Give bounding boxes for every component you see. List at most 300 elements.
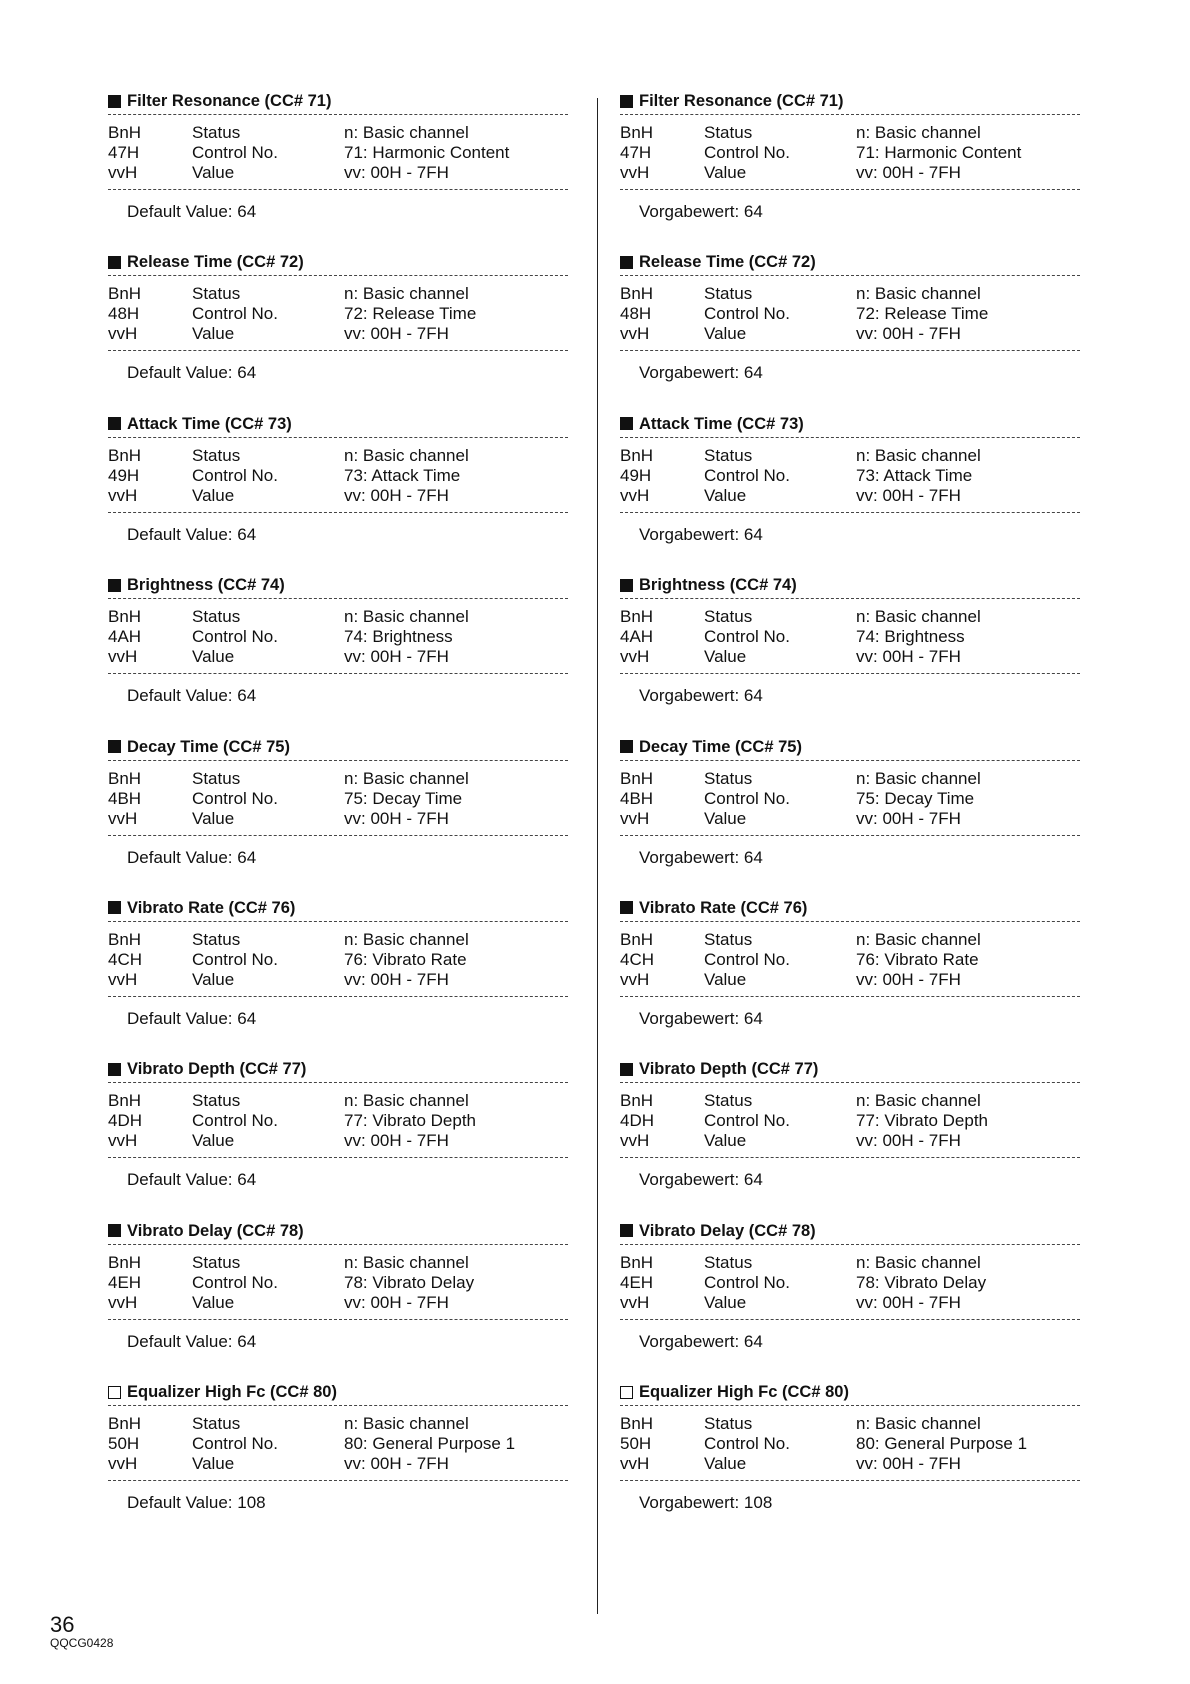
field-label: Control No. — [192, 949, 278, 969]
field-description: n: Basic channel — [344, 1091, 469, 1111]
hex-code: BnH — [620, 607, 654, 627]
cc-section — [108, 734, 568, 895]
section-title — [620, 1056, 1080, 1082]
field-description: vv: 00H - 7FH — [344, 969, 449, 989]
message-table — [108, 599, 568, 673]
hex-code: BnH — [620, 1252, 654, 1272]
section-title — [108, 734, 568, 760]
default-value-number: 64 — [743, 363, 763, 383]
default-value-label: Vorgabewert: — [639, 686, 744, 706]
default-value — [620, 686, 1080, 706]
field-label: Status — [704, 1252, 753, 1272]
table-row — [108, 950, 568, 970]
column-divider — [597, 98, 598, 1614]
table-row — [620, 466, 1080, 486]
field-description: vv: 00H - 7FH — [344, 1454, 449, 1474]
filled-square-icon — [620, 95, 633, 108]
hex-code: 4CH — [108, 949, 143, 969]
field-label: Control No. — [192, 1111, 278, 1131]
hex-code: 50H — [620, 1434, 652, 1454]
field-description: 74: Brightness — [856, 627, 965, 647]
table-row — [620, 163, 1080, 183]
field-label: Control No. — [704, 1272, 790, 1292]
field-description: vv: 00H - 7FH — [344, 324, 449, 344]
field-label: Value — [704, 163, 747, 182]
table-row — [108, 1091, 568, 1111]
field-description: n: Basic channel — [344, 768, 469, 788]
filled-square-icon — [620, 256, 633, 269]
column-right — [620, 88, 1080, 1541]
field-label: Status — [192, 284, 241, 304]
filled-square-icon — [108, 95, 121, 108]
field-label: Status — [192, 123, 241, 142]
hex-code: 4BH — [108, 788, 142, 808]
cc-section — [620, 895, 1080, 1056]
message-table — [108, 115, 568, 189]
cc-section — [620, 249, 1080, 410]
field-label: Value — [192, 485, 235, 505]
table-row — [620, 970, 1080, 990]
hex-code: BnH — [620, 768, 654, 788]
field-description: n: Basic channel — [344, 929, 469, 949]
message-table — [108, 761, 568, 835]
default-value-number: 64 — [237, 363, 257, 383]
field-label: Value — [192, 808, 235, 828]
dashed-rule-bottom — [108, 350, 568, 351]
cc-section — [108, 411, 568, 572]
field-label: Control No. — [704, 143, 790, 162]
field-label: Value — [192, 1131, 235, 1151]
filled-square-icon — [108, 256, 121, 269]
section-title — [108, 895, 568, 921]
default-value-label: Default Value: — [127, 1008, 238, 1028]
hex-code: BnH — [620, 929, 654, 949]
field-label: Control No. — [704, 465, 790, 485]
default-value-label: Vorgabewert: — [639, 202, 744, 221]
field-description: 77: Vibrato Depth — [856, 1111, 988, 1131]
table-row — [620, 607, 1080, 627]
section-title — [108, 411, 568, 437]
table-row — [620, 809, 1080, 829]
cc-section — [108, 88, 568, 249]
hex-code: BnH — [108, 607, 142, 627]
field-label: Control No. — [704, 627, 790, 647]
field-description: 80: General Purpose 1 — [344, 1434, 516, 1454]
dashed-rule-bottom — [620, 673, 1080, 674]
hex-code: BnH — [108, 1091, 142, 1111]
field-label: Control No. — [192, 1434, 278, 1454]
field-description: n: Basic channel — [344, 1414, 469, 1434]
default-value — [620, 363, 1080, 383]
default-value-label: Default Value: — [127, 202, 238, 221]
message-table — [620, 761, 1080, 835]
dashed-rule-bottom — [108, 996, 568, 997]
table-row — [108, 446, 568, 466]
default-value-number: 64 — [743, 1008, 763, 1028]
field-description: vv: 00H - 7FH — [856, 163, 961, 182]
default-value-number: 64 — [743, 202, 763, 221]
table-row — [620, 284, 1080, 304]
section-title-text: Brightness (CC# 74) — [639, 576, 797, 595]
message-table — [620, 1083, 1080, 1157]
field-label: Control No. — [192, 1272, 278, 1292]
table-row — [620, 446, 1080, 466]
hex-code: 4EH — [620, 1272, 654, 1292]
field-description: 76: Vibrato Rate — [344, 949, 467, 969]
section-title — [620, 88, 1080, 114]
hex-code: vvH — [620, 1292, 650, 1312]
empty-square-icon — [108, 1386, 121, 1399]
filled-square-icon — [108, 740, 121, 753]
section-title — [620, 895, 1080, 921]
field-description: vv: 00H - 7FH — [344, 1292, 449, 1312]
section-title — [108, 1379, 568, 1405]
section-title-text: Vibrato Rate (CC# 76) — [127, 898, 296, 917]
field-description: 75: Decay Time — [344, 788, 463, 808]
section-title — [108, 1218, 568, 1244]
section-title — [108, 1056, 568, 1082]
default-value-number: 64 — [743, 847, 763, 867]
dashed-rule-bottom — [108, 189, 568, 190]
message-table — [108, 1406, 568, 1480]
default-value-label: Default Value: — [127, 686, 238, 706]
section-title — [620, 1379, 1080, 1405]
page-number: 36 — [50, 1612, 75, 1637]
section-title-text: Vibrato Rate (CC# 76) — [639, 898, 808, 917]
field-description: vv: 00H - 7FH — [344, 485, 449, 505]
field-description: vv: 00H - 7FH — [856, 1292, 961, 1312]
hex-code: 4AH — [108, 627, 142, 647]
table-row — [620, 1091, 1080, 1111]
table-row — [108, 1454, 568, 1474]
hex-code: vvH — [620, 1454, 650, 1474]
hex-code: BnH — [620, 1414, 654, 1434]
hex-code: 48H — [108, 304, 140, 324]
table-row — [620, 304, 1080, 324]
hex-code: 47H — [108, 143, 140, 162]
dashed-rule-bottom — [620, 996, 1080, 997]
message-table — [620, 276, 1080, 350]
field-description: n: Basic channel — [856, 768, 981, 788]
field-description: 73: Attack Time — [344, 465, 461, 485]
hex-code: vvH — [620, 163, 650, 182]
table-row — [108, 647, 568, 667]
field-description: 76: Vibrato Rate — [856, 949, 979, 969]
field-description: vv: 00H - 7FH — [344, 808, 449, 828]
hex-code: BnH — [108, 123, 142, 142]
table-row — [620, 1454, 1080, 1474]
dashed-rule-bottom — [620, 350, 1080, 351]
field-description: vv: 00H - 7FH — [344, 1131, 449, 1151]
section-title-text: Vibrato Delay (CC# 78) — [639, 1221, 816, 1240]
table-row — [108, 970, 568, 990]
field-description: 71: Harmonic Content — [344, 143, 510, 162]
default-value — [108, 1493, 568, 1513]
filled-square-icon — [108, 579, 121, 592]
section-title — [108, 572, 568, 598]
hex-code: 47H — [620, 143, 652, 162]
field-description: vv: 00H - 7FH — [344, 163, 449, 182]
table-row — [108, 324, 568, 344]
field-description: 78: Vibrato Delay — [856, 1272, 987, 1292]
cc-section — [108, 1056, 568, 1217]
dashed-rule-bottom — [620, 1157, 1080, 1158]
table-row — [620, 1434, 1080, 1454]
hex-code: vvH — [620, 485, 650, 505]
field-description: n: Basic channel — [856, 1091, 981, 1111]
hex-code: 4CH — [620, 949, 655, 969]
field-label: Value — [192, 647, 235, 667]
hex-code: vvH — [108, 808, 138, 828]
message-table — [620, 922, 1080, 996]
section-title-text: Brightness (CC# 74) — [127, 576, 285, 595]
message-table — [620, 1245, 1080, 1319]
hex-code: vvH — [108, 324, 138, 344]
table-row — [108, 284, 568, 304]
default-value-label: Default Value: — [127, 1331, 238, 1351]
field-description: n: Basic channel — [856, 284, 981, 304]
default-value-number: 64 — [743, 524, 763, 544]
cc-section — [620, 1056, 1080, 1217]
cc-section — [620, 734, 1080, 895]
filled-square-icon — [620, 901, 633, 914]
message-table — [620, 599, 1080, 673]
table-row — [108, 1434, 568, 1454]
section-title-text: Release Time (CC# 72) — [639, 253, 816, 272]
hex-code: BnH — [620, 445, 654, 465]
field-label: Status — [704, 284, 753, 304]
table-row — [620, 647, 1080, 667]
dashed-rule-bottom — [620, 1319, 1080, 1320]
dashed-rule-bottom — [620, 189, 1080, 190]
field-label: Value — [704, 1292, 747, 1312]
field-description: n: Basic channel — [344, 445, 469, 465]
hex-code: BnH — [108, 284, 142, 304]
field-label: Value — [704, 324, 747, 344]
default-value — [108, 1332, 568, 1352]
message-table — [620, 438, 1080, 512]
field-description: 74: Brightness — [344, 627, 453, 647]
hex-code: BnH — [620, 123, 654, 142]
filled-square-icon — [108, 417, 121, 430]
field-label: Control No. — [192, 465, 278, 485]
cc-section — [108, 895, 568, 1056]
hex-code: 48H — [620, 304, 652, 324]
field-description: n: Basic channel — [856, 1414, 981, 1434]
field-description: n: Basic channel — [856, 1252, 981, 1272]
table-row — [620, 143, 1080, 163]
table-row — [620, 123, 1080, 143]
section-title — [108, 88, 568, 114]
default-value — [620, 202, 1080, 222]
table-row — [108, 123, 568, 143]
default-value-number: 64 — [237, 1008, 257, 1028]
field-description: 72: Release Time — [344, 304, 477, 324]
table-row — [108, 789, 568, 809]
field-description: n: Basic channel — [856, 123, 981, 142]
field-description: 73: Attack Time — [856, 465, 973, 485]
table-row — [108, 163, 568, 183]
field-label: Status — [704, 1414, 753, 1434]
hex-code: 4EH — [108, 1272, 142, 1292]
field-label: Value — [704, 485, 747, 505]
table-row — [108, 1293, 568, 1313]
hex-code: BnH — [620, 284, 654, 304]
field-label: Status — [192, 1091, 241, 1111]
default-value-number: 108 — [743, 1493, 773, 1513]
field-label: Status — [192, 1252, 241, 1272]
hex-code: BnH — [108, 1414, 142, 1434]
hex-code: BnH — [108, 929, 142, 949]
section-title — [620, 734, 1080, 760]
field-label: Control No. — [704, 788, 790, 808]
field-label: Status — [704, 445, 753, 465]
section-title-text: Vibrato Depth (CC# 77) — [639, 1060, 819, 1079]
section-title — [620, 411, 1080, 437]
default-value — [108, 848, 568, 868]
field-description: n: Basic channel — [856, 607, 981, 627]
field-label: Status — [192, 768, 241, 788]
table-row — [620, 789, 1080, 809]
default-value-number: 64 — [237, 847, 257, 867]
dashed-rule-bottom — [108, 1157, 568, 1158]
default-value — [620, 1170, 1080, 1190]
field-label: Status — [192, 929, 241, 949]
default-value-number: 108 — [237, 1493, 266, 1513]
default-value-label: Vorgabewert: — [639, 524, 744, 544]
hex-code: vvH — [108, 1131, 138, 1151]
section-title — [620, 572, 1080, 598]
section-title-text: Decay Time (CC# 75) — [127, 737, 290, 756]
table-row — [620, 486, 1080, 506]
field-label: Value — [192, 1292, 235, 1312]
default-value — [620, 848, 1080, 868]
section-title-text: Attack Time (CC# 73) — [127, 414, 292, 433]
cc-section — [108, 1218, 568, 1379]
column-left — [108, 88, 568, 1541]
filled-square-icon — [108, 1063, 121, 1076]
hex-code: 4BH — [620, 788, 654, 808]
default-value-label: Default Value: — [127, 524, 238, 544]
message-table — [620, 115, 1080, 189]
field-label: Control No. — [704, 1434, 790, 1454]
default-value — [620, 1009, 1080, 1029]
default-value-label: Default Value: — [127, 847, 238, 867]
default-value-label: Vorgabewert: — [639, 1331, 744, 1351]
default-value — [620, 1332, 1080, 1352]
filled-square-icon — [620, 417, 633, 430]
field-description: vv: 00H - 7FH — [856, 1454, 961, 1474]
default-value-label: Default Value: — [127, 1170, 238, 1190]
field-label: Value — [192, 969, 235, 989]
hex-code: 50H — [108, 1434, 140, 1454]
page-footer — [50, 1614, 113, 1650]
dashed-rule-bottom — [108, 1319, 568, 1320]
field-label: Value — [704, 1131, 747, 1151]
message-table — [108, 276, 568, 350]
filled-square-icon — [108, 1224, 121, 1237]
default-value-number: 64 — [237, 524, 257, 544]
table-row — [620, 1293, 1080, 1313]
hex-code: vvH — [108, 485, 138, 505]
field-description: n: Basic channel — [344, 607, 469, 627]
field-description: 71: Harmonic Content — [856, 143, 1022, 162]
hex-code: vvH — [620, 647, 650, 667]
field-label: Control No. — [192, 788, 278, 808]
field-description: vv: 00H - 7FH — [856, 808, 961, 828]
default-value-number: 64 — [743, 1331, 763, 1351]
table-row — [108, 769, 568, 789]
cc-section — [108, 1379, 568, 1540]
field-description: vv: 00H - 7FH — [856, 647, 961, 667]
field-label: Status — [192, 1414, 241, 1434]
field-label: Value — [704, 647, 747, 667]
filled-square-icon — [620, 1224, 633, 1237]
default-value-number: 64 — [237, 1170, 257, 1190]
hex-code: 4DH — [108, 1111, 143, 1131]
default-value-label: Vorgabewert: — [639, 1008, 744, 1028]
section-title-text: Equalizer High Fc (CC# 80) — [639, 1383, 849, 1402]
field-label: Control No. — [704, 1111, 790, 1131]
table-row — [108, 627, 568, 647]
table-row — [108, 1131, 568, 1151]
cc-section — [108, 249, 568, 410]
hex-code: vvH — [108, 969, 138, 989]
table-row — [108, 466, 568, 486]
field-label: Value — [192, 163, 235, 182]
dashed-rule-bottom — [108, 1480, 568, 1481]
filled-square-icon — [620, 740, 633, 753]
section-title — [108, 249, 568, 275]
field-label: Control No. — [192, 143, 278, 162]
hex-code: 49H — [108, 465, 140, 485]
message-table — [108, 922, 568, 996]
table-row — [108, 1253, 568, 1273]
table-row — [108, 486, 568, 506]
cc-section — [108, 572, 568, 733]
default-value-label: Default Value: — [127, 1493, 238, 1513]
section-title-text: Filter Resonance (CC# 71) — [639, 92, 844, 110]
table-row — [108, 1273, 568, 1293]
field-label: Value — [704, 969, 747, 989]
hex-code: BnH — [108, 1252, 142, 1272]
field-label: Control No. — [704, 304, 790, 324]
table-row — [108, 1111, 568, 1131]
section-title-text: Attack Time (CC# 73) — [639, 414, 804, 433]
hex-code: BnH — [108, 445, 142, 465]
dashed-rule-bottom — [620, 512, 1080, 513]
filled-square-icon — [620, 1063, 633, 1076]
section-title-text: Release Time (CC# 72) — [127, 253, 304, 272]
field-description: 72: Release Time — [856, 304, 989, 324]
default-value — [620, 525, 1080, 545]
field-description: n: Basic channel — [344, 1252, 469, 1272]
table-row — [620, 1131, 1080, 1151]
default-value-number: 64 — [237, 202, 257, 221]
field-description: n: Basic channel — [344, 284, 469, 304]
hex-code: vvH — [620, 1131, 650, 1151]
default-value — [620, 1493, 1080, 1513]
field-description: vv: 00H - 7FH — [856, 324, 961, 344]
table-row — [108, 607, 568, 627]
table-row — [620, 1273, 1080, 1293]
cc-section — [620, 88, 1080, 249]
hex-code: vvH — [108, 1292, 138, 1312]
section-title-text: Vibrato Delay (CC# 78) — [127, 1221, 304, 1240]
hex-code: vvH — [620, 324, 650, 344]
hex-code: vvH — [620, 808, 650, 828]
hex-code: vvH — [620, 969, 650, 989]
